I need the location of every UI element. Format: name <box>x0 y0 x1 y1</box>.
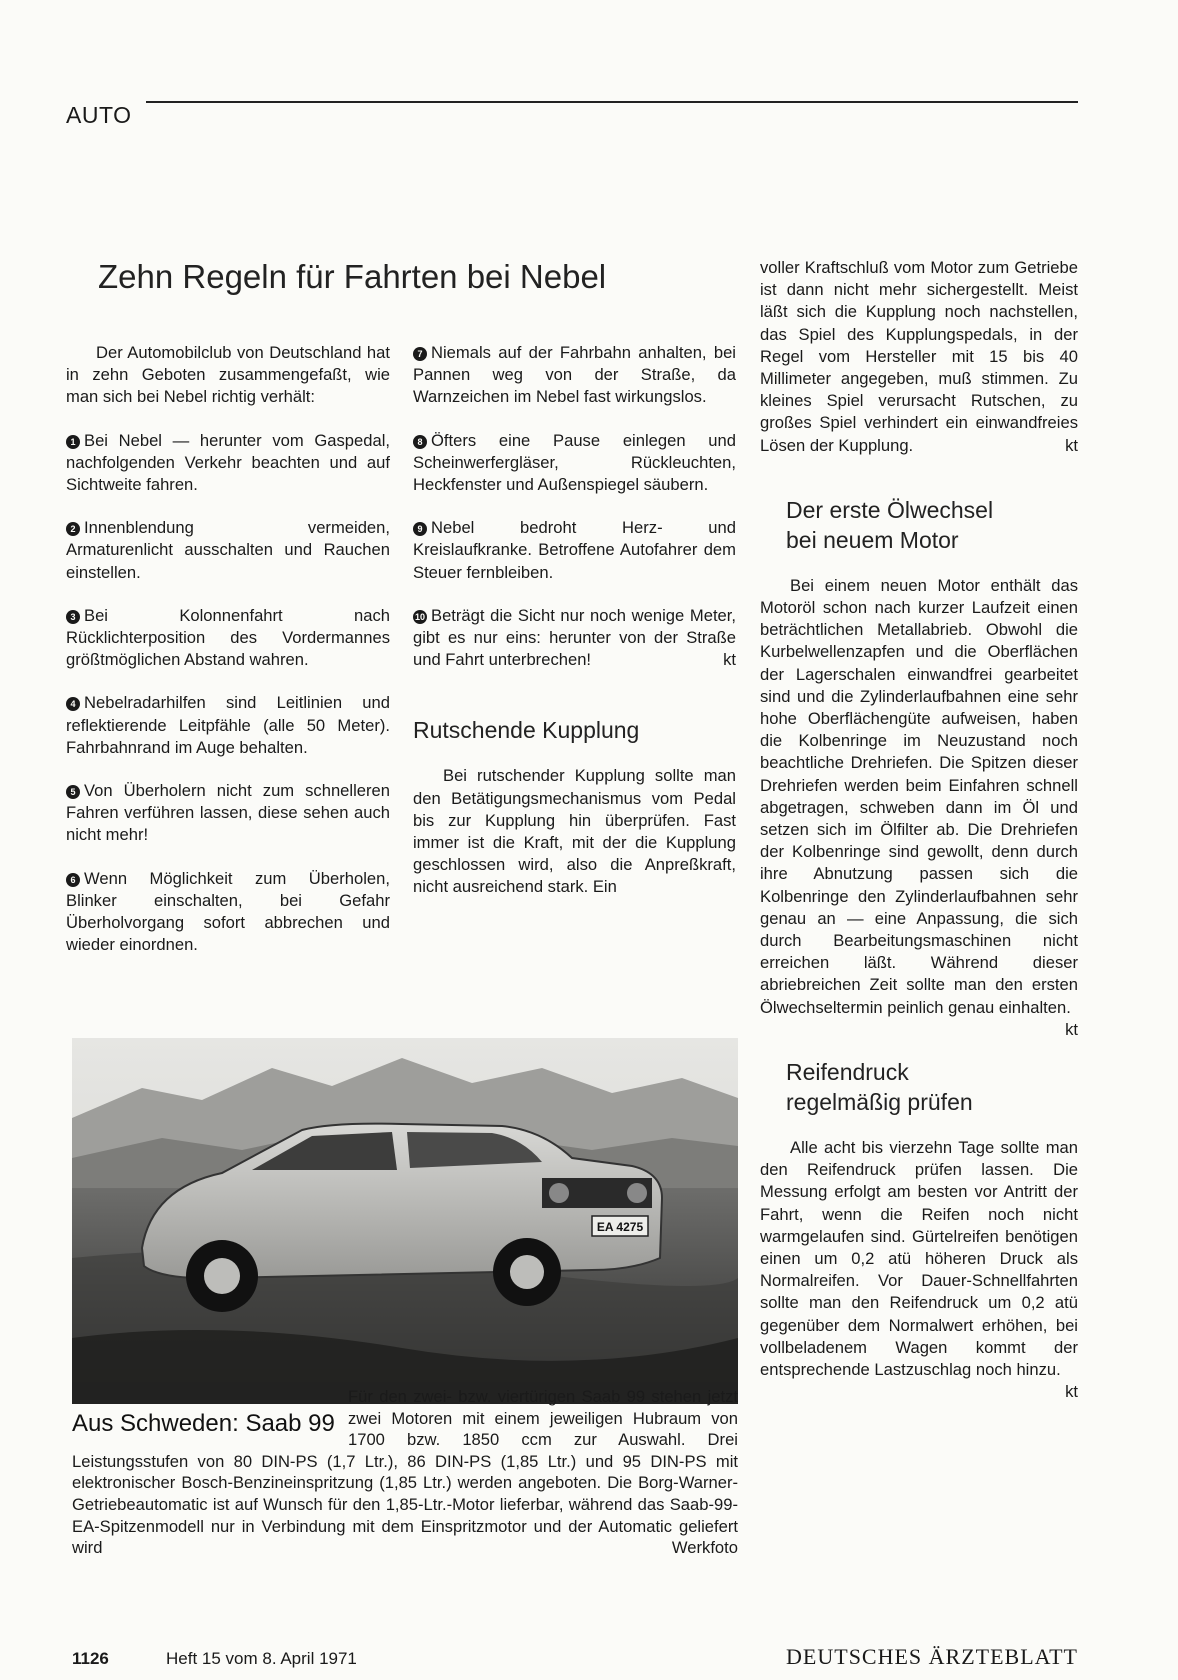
rule-item <box>413 342 736 409</box>
column-1 <box>66 342 390 977</box>
number-badge-icon: 10 <box>414 611 425 622</box>
rule-item <box>66 780 390 847</box>
rule-item <box>66 605 390 672</box>
rule-item <box>413 517 736 584</box>
rule-item <box>66 430 390 497</box>
oel-body <box>760 575 1078 1039</box>
number-badge-icon: 2 <box>66 522 80 536</box>
rule-text: Wenn Möglichkeit zum Überholen, Blinker einschalten, bei Gefahr Überholvorgang sofort abbrechen und wieder einordnen. <box>66 868 390 955</box>
rule-item <box>66 692 390 759</box>
oel-heading-line1: Der erste Ölwechsel <box>786 496 994 523</box>
rule-text: Nebel bedroht Herz- und Kreislaufkranke. Betroffene Autofahrer dem Steuer fernbleiben. <box>413 518 736 582</box>
rule-text: Niemals auf der Fahrbahn anhalten, bei Pannen weg von der Straße, da Warnzeichen im Nebel fast wirkungslos. <box>413 343 736 407</box>
reifen-heading-line2: regelmäßig prüfen <box>786 1088 973 1115</box>
kupplung-body-continued <box>760 257 1078 457</box>
author-signature: kt <box>1065 1019 1078 1039</box>
number-badge-icon: 6 <box>66 873 80 887</box>
oel-heading-line2: bei neuem Motor <box>786 526 959 553</box>
column-2 <box>413 342 736 920</box>
number-badge-icon: 8 <box>413 435 427 449</box>
number-badge-icon: 3 <box>66 610 80 624</box>
car-photo <box>72 1038 738 1404</box>
publication-name: DEUTSCHES ÄRZTEBLATT <box>786 1644 1078 1669</box>
author-signature: kt <box>723 650 736 670</box>
rule-text: Nebelradarhilfen sind Leitlinien und reflektierende Leitpfähle (alle 50 Meter). Fahrbahnrand im Auge behalten. <box>66 693 390 757</box>
saab-car-image <box>72 1038 738 1404</box>
intro-paragraph: Der Automobilclub von Deutschland hat in zehn Geboten zusammengefaßt, wie man sich bei Nebel richtig verhält: <box>66 343 390 407</box>
rule-text: Öfters eine Pause einlegen und Scheinwerfergläser, Rückleuchten, Heckfenster und Außenspiegel säubern. <box>413 430 736 495</box>
kupplung-body: Bei rutschender Kupplung sollte man den Betätigungsmechanismus vom Pedal bis zur Kupplung hin überprüfen. Fast immer ist die Kraft, mit der die Kupplung geschlossen wird, also die Anpreßkraft, nicht ausreichend stark. Ein <box>413 766 736 897</box>
header-rule <box>146 101 1078 103</box>
rule-item <box>413 605 736 672</box>
section-label: AUTO <box>66 102 132 128</box>
rule-item <box>413 430 736 497</box>
number-badge-icon: 7 <box>413 347 427 361</box>
number-badge-icon: 9 <box>413 522 427 536</box>
author-signature: kt <box>1065 435 1078 455</box>
license-plate-text: EA 4275 <box>596 1220 644 1234</box>
photo-caption <box>72 1386 738 1559</box>
kupplung-heading: Rutschende Kupplung <box>413 717 640 744</box>
kupplung-body-text: voller Kraftschluß vom Motor zum Getriebe ist dann nicht mehr sichergestellt. Meist läßt sich die Kupplung noch nachstellen, das Spiel des Kupplungspedals, in der Regel vom Hersteller mit 15 bis 40 Millimeter angegeben, muß stimmen. Zu kleines Spiel verursacht Rutschen, zu großes Spiel verhindert ein einwandfreies Lösen der Kupplung. <box>760 258 1078 455</box>
caption-float-spacer <box>72 1386 348 1430</box>
page-title: Zehn Regeln für Fahrten bei Nebel <box>98 258 607 295</box>
rule-item <box>66 517 390 584</box>
rule-text: Bei Nebel — herunter vom Gaspedal, nachfolgenden Verkehr beachten und auf Sichtweite fahren. <box>66 430 390 495</box>
column-3 <box>760 257 1078 1403</box>
caption-text: Für den zwei- bzw. viertürigen Saab 99 stehen jetzt zwei Motoren mit einem jeweiligen Hubraum von 1700 bzw. 1850 ccm zur Auswahl. Drei Leistungsstufen von 80 DIN-PS (1,7 Ltr.), 86 DIN-PS (1,85 Ltr.) und 95 DIN-PS mit elektronischer Bosch-Benzineinspritzung (1,85 Ltr.) werden angeboten. Die Borg-Warner-Getriebeautomatic ist auf Wunsch für den 1,85-Ltr.-Motor lieferbar, während das Saab-99-EA-Spitzenmodell nur in Verbindung mit dem Einspritzmotor und der Automatic geliefert wird <box>72 1387 738 1558</box>
number-badge-icon: 4 <box>66 697 80 711</box>
reifen-heading-line1: Reifendruck <box>786 1058 909 1085</box>
rule-text: Beträgt die Sicht nur noch wenige Meter, gibt es nur eins: herunter von der Straße und Fahrt unterbrechen! <box>413 605 736 670</box>
rule-text: Innenblendung vermeiden, Armaturenlicht ausschalten und Rauchen einstellen. <box>66 518 390 582</box>
reifen-body-text: Alle acht bis vierzehn Tage sollte man den Reifendruck prüfen lassen. Die Messung erfolgt am besten vor Antritt der Fahrt, wenn die Reifen noch nicht warmgelaufen sind. Gürtelreifen benötigen einen um 0,2 atü höheren Druck als Normalreifen. Vor Dauer-Schnellfahrten sollte man den Reifendruck um 0,2 atü gegenüber dem Normalwert erhöhen, bei vollbeladenem Wagen kommt der entsprechende Lastzuschlag noch hinzu. <box>760 1137 1078 1379</box>
number-badge-icon: 1 <box>66 435 80 449</box>
photo-credit: Werkfoto <box>671 1538 738 1558</box>
oel-body-text: Bei einem neuen Motor enthält das Motoröl schon nach kurzer Laufzeit einen beträchtlichen Metallabrieb. Obwohl die Kurbelwellenzapfen und die Oberflächen der Lagerschalen einwandfrei gearbeitet sind und die Zylinderlaufbahnen eine sehr hohe Oberflächengüte aufweisen, haben die Kolbenringe im Neuzustand noch beachtliche Drehriefen. Die Spitzen dieser Drehriefen werden beim Einfahren schnell abgetragen, schweben dann im Öl und setzen sich im Ölfilter ab. Die Drehriefen der Kolbenringe sind gewollt, denn durch ihre Abnutzung passen sich die Kolbenringe den Zylinderlaufbahnen sehr genau an — eine Anpassung, die sich durch Bearbeitungsmaschinen nicht erreichen läßt. Während dieser abriebreichen Zeit sollte man den ersten Ölwechseltermin peinlich genau einhalten. <box>760 575 1078 1017</box>
rule-text: Von Überholern nicht zum schnelleren Fahren verführen lassen, diese sehen auch nicht mehr! <box>66 781 390 845</box>
rule-item <box>66 868 390 957</box>
reifen-body <box>760 1137 1078 1402</box>
page-number: 1126 <box>72 1649 109 1668</box>
reifen-heading <box>786 1057 1078 1117</box>
oel-heading <box>786 495 1078 555</box>
photo-caption-title: Aus Schweden: Saab 99 <box>72 1410 335 1437</box>
issue-info: Heft 15 vom 8. April 1971 <box>166 1649 357 1668</box>
rule-text: Bei Kolonnenfahrt nach Rücklichterposition des Vordermannes größtmöglichen Abstand wahren. <box>66 605 390 670</box>
author-signature: kt <box>1065 1382 1078 1402</box>
number-badge-icon: 5 <box>66 785 80 799</box>
